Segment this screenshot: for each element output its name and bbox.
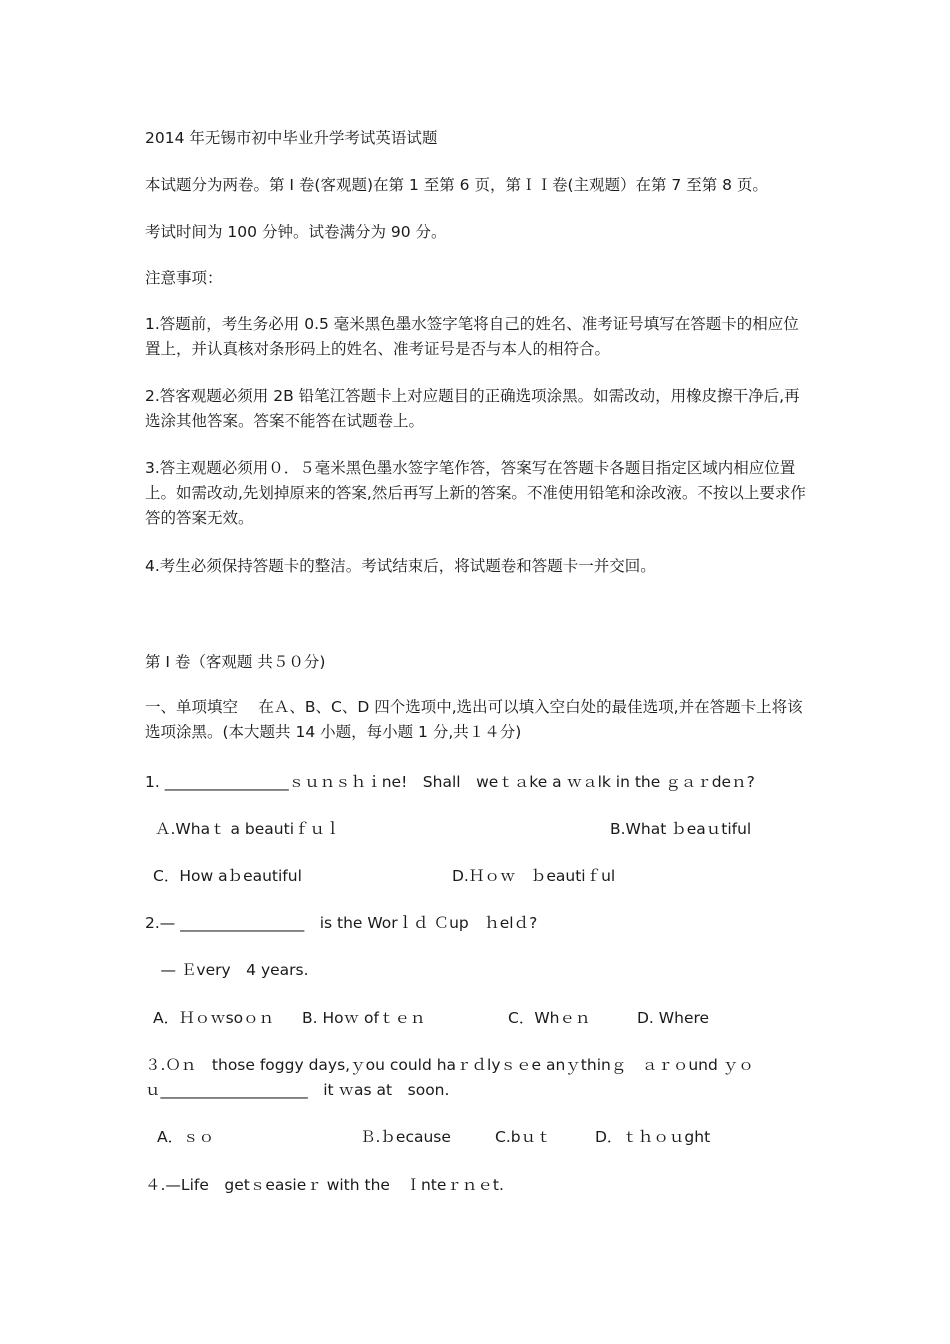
question-1-option-c: C．How aｂeautiful xyxy=(153,867,302,885)
question-2-answer-line: — Ｅvery 4 years. xyxy=(145,961,309,979)
section-heading: 第 I 卷（客观题 共５０分) xyxy=(145,653,326,671)
intro-paper-structure: 本试题分为两卷。第 I 卷(客观题)在第 1 至第 6 页，第ＩＩ卷(主观题）在第 7 至第 8 页。 xyxy=(145,176,768,194)
page-title: 2014 年无锡市初中毕业升学考试英语试题 xyxy=(145,129,438,147)
question-1-option-d: D.Ｈｏｗ ｂeautiｆul xyxy=(452,867,616,885)
question-3-option-a: A．ｓｏ xyxy=(157,1128,215,1146)
question-3-stem-line-2: ｕ___________________ it ｗas at soon. xyxy=(145,1081,450,1099)
question-1-option-b: B.What ｂeaｕtiful xyxy=(610,820,752,838)
notice-item-4: 4.考生必须保持答题卡的整洁。考试结束后，将试题卷和答题卡一并交回。 xyxy=(145,557,656,575)
question-1-option-a: Ａ.Whaｔ a beautiｆｕｌ xyxy=(155,820,341,838)
notice-heading: 注意事项： xyxy=(145,269,223,287)
question-2-option-d: D. Where xyxy=(637,1009,710,1027)
notice-item-2: 2.答客观题必须用 2B 铅笔江答题卡上对应题目的正确选项涂黑。如需改动，用橡皮擦干净后,再选涂其他答案。答案不能答在试题卷上。 xyxy=(145,387,800,430)
question-3-option-c: C.bｕｔ xyxy=(495,1128,552,1146)
notice-item-1: 1.答题前，考生务必用 0.5 毫米黑色墨水签字笔将自己的姓名、准考证号填写在答题卡的相应位置上，并认真核对条形码上的姓名、准考证号是否与本人的相符合。 xyxy=(145,315,799,358)
question-4-stem: ４.—Life getｓeasieｒ with the Ｉnteｒｎｅt. xyxy=(145,1176,504,1194)
question-3-option-d: D．ｔｈｏｕght xyxy=(595,1128,711,1146)
notice-item-3: 3.答主观题必须用０．５毫米黑色墨水签字笔作答，答案写在答题卡各题目指定区域内相应位置上。如需改动,先划掉原来的答案,然后再写上新的答案。不准使用铅笔和涂改液。不按以上要求作答的答案无效。 xyxy=(145,459,806,527)
question-2-stem: 2.— ________________ is the Worｌｄ Ｃup ｈelｄ? xyxy=(145,914,538,932)
question-1-stem: 1. ________________ｓｕｎｓｈｉne! Shall weｔａke a ｗａlk in the ｇａｒdeｎ? xyxy=(145,773,755,791)
question-3-stem-line-1: ３.Ｏｎ those foggy days,ｙou could haｒｄlyｓｅe anｙthinｇ ａｒｏund ｙｏ xyxy=(145,1056,754,1074)
question-2-option-b: B. Hoｗ ofｔｅｎ xyxy=(302,1009,426,1027)
intro-exam-time: 考试时间为 100 分钟。试卷满分为 90 分。 xyxy=(145,223,447,241)
question-3-option-b: Ｂ.ｂecause xyxy=(360,1128,451,1146)
question-2-option-a: A．Ｈｏｗsoｏｎ xyxy=(153,1009,275,1027)
part-instruction: 一、单项填空 在Ａ、B、C、D 四个选项中,选出可以填入空白处的最佳选项,并在答题卡上将该选项涂黑。(本大题共 14 小题，每小题 1 分,共１４分) xyxy=(145,698,803,741)
question-2-option-c: C．Whｅｎ xyxy=(508,1009,591,1027)
